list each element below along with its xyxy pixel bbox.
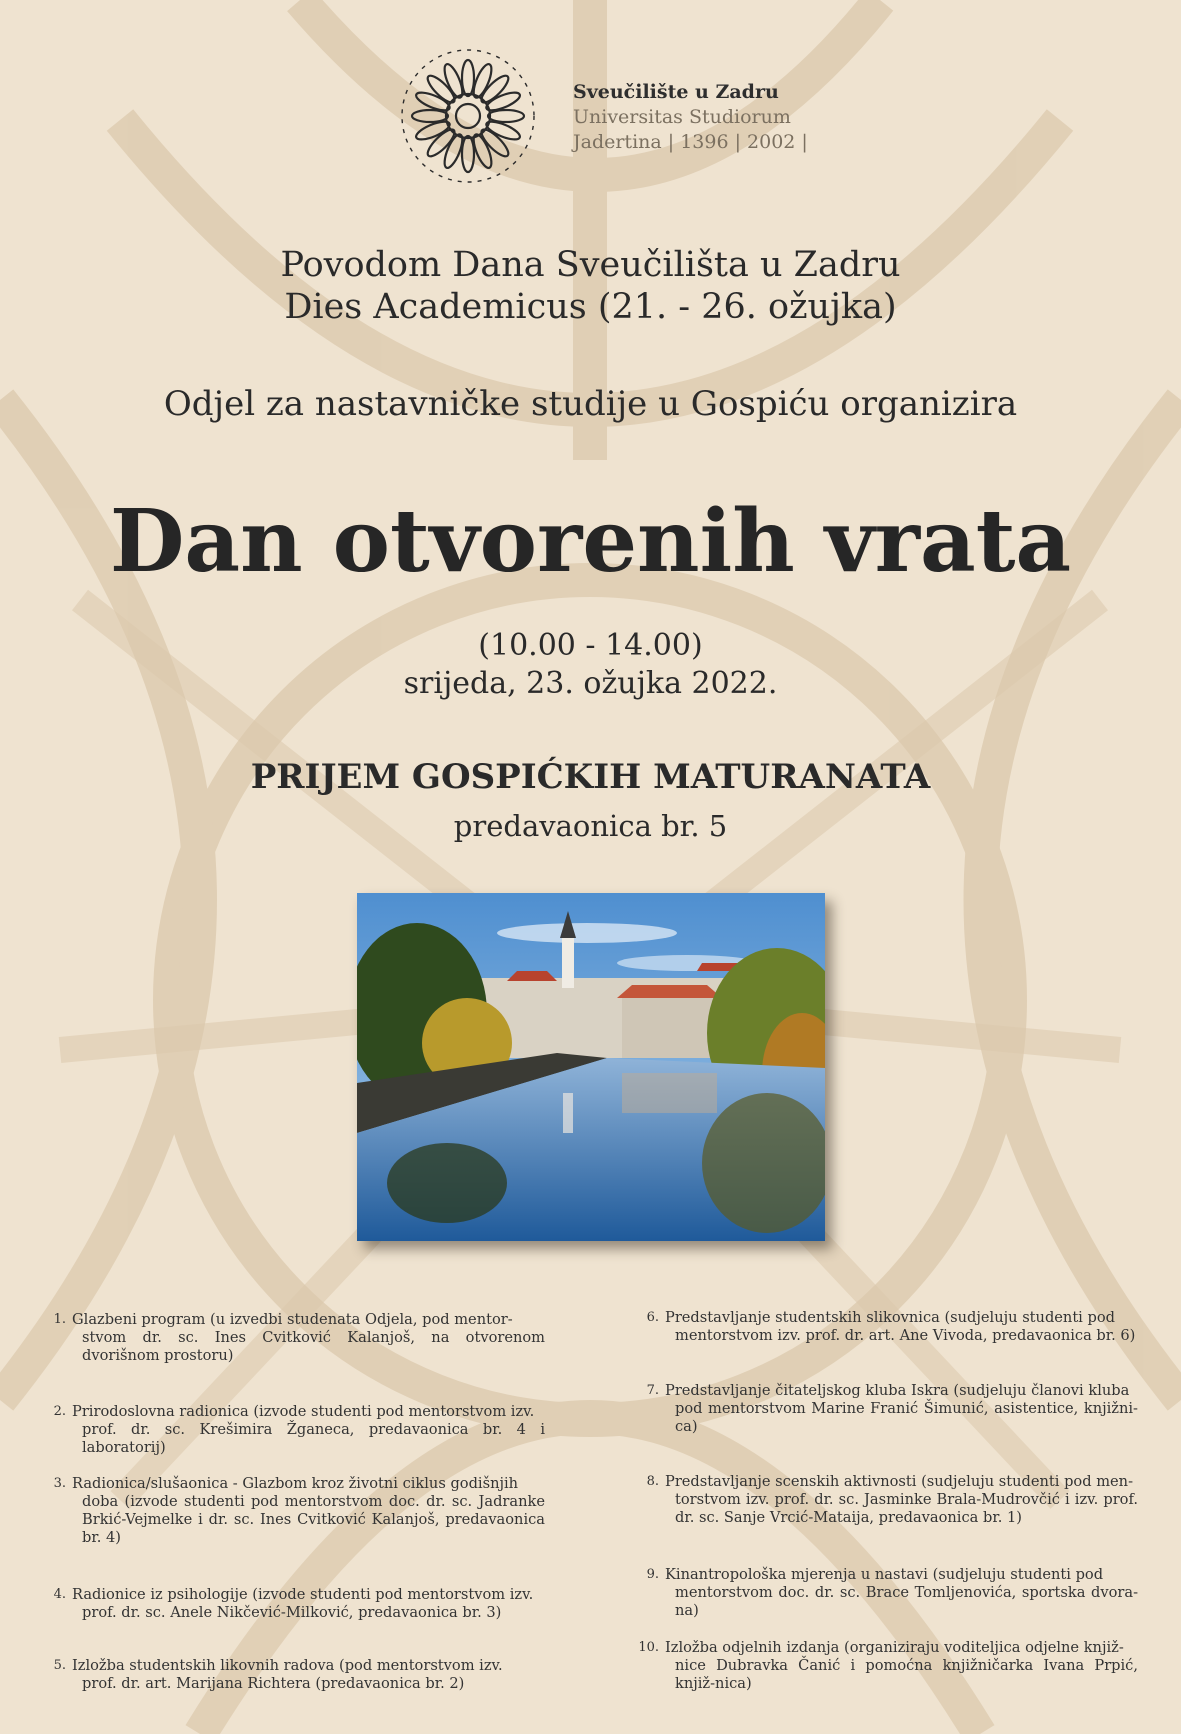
program-text-first-line: Predstavljanje scenskih aktivnosti (sudjeluju studenti pod men- [665, 1473, 1133, 1490]
program-number: 1. [53, 1312, 66, 1327]
occasion-line-1: Povodom Dana Sveučilišta u Zadru [280, 245, 901, 285]
program-item [633, 1473, 1138, 1527]
program-item [40, 1403, 545, 1457]
program-text-first-line: Prirodoslovna radionica (izvode studenti pod mentorstvom izv. [72, 1403, 535, 1420]
organizer-line: Odjel za nastavničke studije u Gospiću organizira [163, 384, 1018, 424]
event-title: Dan otvorenih vrata [109, 491, 1072, 592]
program-item [40, 1657, 545, 1693]
program-item [40, 1311, 545, 1365]
program-text-first-line: Glazbeni program (u izvedbi studenata Odjela, pod mentor- [72, 1311, 513, 1328]
program-text-rest: pod mentorstvom Marine Franić Šimunić, asistentice, knjižni-ca) [675, 1400, 1138, 1435]
program-text-first-line: Radionica/slušaonica - Glazbom kroz životni ciklus godišnjih [72, 1475, 519, 1492]
university-name-line-3: Jadertina | 1396 | 2002 | [573, 131, 808, 153]
town-river-photo [357, 893, 825, 1241]
program-number: 7. [646, 1383, 659, 1398]
program-text-rest: torstvom izv. prof. dr. sc. Jasminke Brala-Mudrovčić i izv. prof. dr. sc. Sanje Vrcić-Mataija, predavaonica br. 1) [675, 1491, 1138, 1526]
university-name-line-2: Universitas Studiorum [573, 106, 791, 128]
program-item [633, 1309, 1138, 1345]
program-text-rest: mentorstvom doc. dr. sc. Brace Tomljenovića, sportska dvora-na) [675, 1584, 1138, 1619]
program-item [40, 1586, 545, 1622]
university-sun-emblem-icon [385, 44, 551, 188]
program-item [633, 1639, 1138, 1693]
program-number: 2. [53, 1404, 66, 1419]
program-item [633, 1382, 1138, 1436]
program-text-rest: prof. dr. art. Marijana Richtera (predavaonica br. 2) [82, 1675, 465, 1692]
program-text-first-line: Predstavljanje čitateljskog kluba Iskra (sudjeluju članovi kluba [665, 1382, 1130, 1399]
university-name [573, 80, 808, 155]
program-number: 4. [53, 1587, 66, 1602]
program-number: 6. [646, 1310, 659, 1325]
university-name-line-1: Sveučilište u Zadru [573, 81, 779, 103]
program-item [40, 1475, 545, 1547]
occasion-line-2: Dies Academicus (21. - 26. ožujka) [284, 287, 897, 327]
program-text-rest: stvom dr. sc. Ines Cvitković Kalanjoš, na otvorenom dvorišnom prostoru) [82, 1329, 545, 1364]
program-text-rest: doba (izvode studenti pod mentorstvom doc. dr. sc. Jadranke Brkić-Vejmelke i dr. sc. Ines Cvitković Kalanjoš, predavaonica br. 4) [82, 1493, 545, 1546]
program-number: 8. [646, 1474, 659, 1489]
program-text-first-line: Izložba studentskih likovnih radova (pod mentorstvom izv. [72, 1657, 503, 1674]
program-text-first-line: Predstavljanje studentskih slikovnica (sudjeluju studenti pod [665, 1309, 1115, 1326]
program-text-rest: nice Dubravka Čanić i pomoćna knjižničarka Ivana Prpić, knjiž-nica) [675, 1657, 1138, 1692]
program-text-first-line: Radionice iz psihologije (izvode studenti pod mentorstvom izv. [72, 1586, 534, 1603]
program-number: 3. [53, 1476, 66, 1491]
program-text-rest: prof. dr. sc. Krešimira Žganeca, predavaonica br. 4 i laboratorij) [82, 1421, 545, 1456]
program-text-first-line: Izložba odjelnih izdanja (organiziraju voditeljica odjelne knjiž- [665, 1639, 1124, 1656]
program-text-rest: mentorstvom izv. prof. dr. art. Ane Vivoda, predavaonica br. 6) [675, 1327, 1136, 1344]
program-number: 10. [638, 1640, 659, 1655]
program-text-rest: prof. dr. sc. Anele Nikčević-Milković, predavaonica br. 3) [82, 1604, 502, 1621]
reception-room: predavaonica br. 5 [453, 809, 728, 843]
program-item [633, 1566, 1138, 1620]
program-number: 9. [646, 1567, 659, 1582]
program-text-first-line: Kinantropološka mjerenja u nastavi (sudjeluju studenti pod [665, 1566, 1104, 1583]
program-number: 5. [53, 1658, 66, 1673]
event-date: srijeda, 23. ožujka 2022. [403, 666, 778, 701]
reception-title: PRIJEM GOSPIĆKIH MATURANATA [250, 757, 931, 797]
event-time: (10.00 - 14.00) [478, 628, 703, 663]
